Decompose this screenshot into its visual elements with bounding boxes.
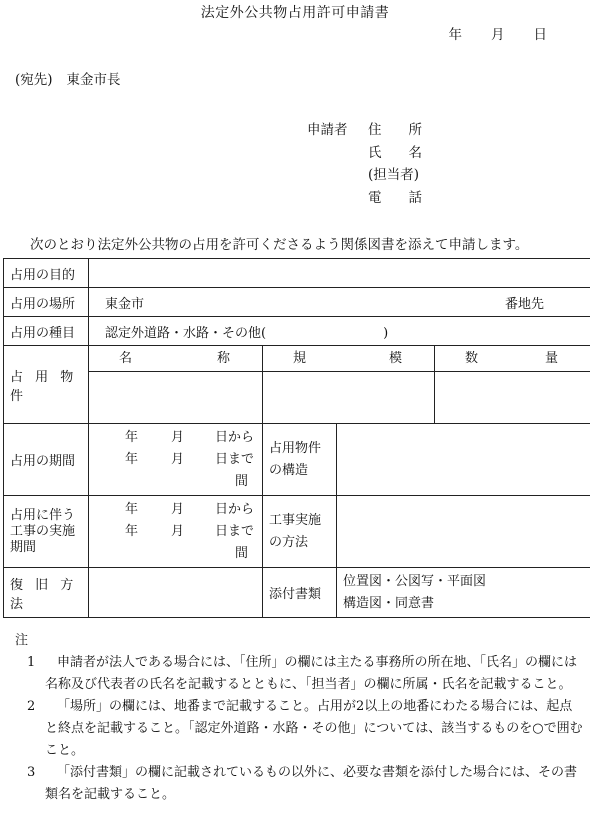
applicant-name-label: 氏 名 (368, 145, 422, 161)
addressee-name: 東金市長 (66, 72, 121, 88)
note-item (15, 696, 585, 762)
notes-section (15, 630, 585, 806)
col-name-b: 称 (216, 351, 230, 366)
period-start-month: 月 (171, 429, 185, 445)
addressee (15, 68, 121, 88)
row-item-header (4, 346, 590, 372)
intro-text: 次のとおり法定外公共物の占用を許可くださるよう関係図書を添えて申請します。 (30, 237, 529, 253)
work-end-day: 日まで (215, 523, 255, 539)
period-end-month: 月 (171, 451, 185, 467)
period-start-day: 日から (215, 429, 255, 445)
work-end-month: 月 (171, 523, 185, 539)
period-start-year: 年 (125, 429, 139, 445)
work-start-month: 月 (171, 501, 185, 517)
location-field[interactable] (89, 288, 590, 317)
col-qty-b: 量 (544, 351, 558, 366)
notes-heading: 注 (15, 633, 29, 648)
restore-label: 復 旧 方 法 (4, 568, 89, 618)
type-value: 認定外道路・水路・その他( ) (105, 325, 389, 341)
row-type (4, 317, 590, 346)
row-restore (4, 568, 590, 618)
row-item-values (4, 372, 590, 424)
work-method-label: 工事実施の方法 (263, 496, 337, 568)
work-duration: 間 (234, 545, 248, 561)
period-duration: 間 (234, 473, 248, 489)
attach-line-1: 位置図・公図写・平面図 (343, 573, 487, 589)
purpose-field[interactable] (89, 259, 590, 288)
type-label: 占用の種目 (4, 317, 89, 346)
col-qty-header (435, 346, 590, 372)
note-text: 「添付書類」の欄に記載されているもの以外に、必要な書類を添付した場合には、その書類名を記載すること。 (45, 765, 578, 802)
location-suffix: 番地先 (504, 296, 544, 312)
purpose-label: 占用の目的 (4, 259, 89, 288)
type-field[interactable] (89, 317, 590, 346)
item-label: 占 用 物 件 (4, 346, 89, 424)
row-location (4, 288, 590, 317)
item-name-field[interactable] (89, 372, 263, 424)
col-qty-a: 数 (465, 351, 479, 366)
work-period-label: 占用に伴う工事の実施期間 (4, 496, 89, 568)
structure-label: 占用物件の構造 (263, 424, 337, 496)
col-name-a: 名 (119, 351, 133, 366)
work-start-day: 日から (215, 501, 255, 517)
period-end-year: 年 (125, 451, 139, 467)
period-field[interactable] (89, 424, 263, 496)
structure-field[interactable] (337, 424, 590, 496)
attach-field[interactable] (337, 568, 590, 618)
note-item (15, 652, 585, 696)
attach-line-2: 構造図・同意書 (343, 595, 435, 611)
col-scale-b: 模 (388, 351, 402, 366)
date-year: 年 (448, 27, 465, 43)
work-method-field[interactable] (337, 496, 590, 568)
date-day: 日 (533, 27, 550, 43)
date-month: 月 (491, 27, 508, 43)
note-text: 「場所」の欄には、地番まで記載すること。占用が2以上の地番にわたる場合には、起点と終点を記載すること。「認定外道路・水路・その他」については、該当するものを○で囲むこと。 (45, 699, 583, 758)
location-city: 東金市 (105, 296, 145, 312)
row-work-period (4, 496, 590, 568)
period-end-day: 日まで (215, 451, 255, 467)
attach-label: 添付書類 (263, 568, 337, 618)
work-start-year: 年 (125, 501, 139, 517)
item-scale-field[interactable] (263, 372, 435, 424)
applicant-contact-label: (担当者) (368, 167, 420, 183)
row-period (4, 424, 590, 496)
location-label: 占用の場所 (4, 288, 89, 317)
restore-field[interactable] (89, 568, 263, 618)
note-item (15, 762, 585, 806)
col-scale-a: 規 (293, 351, 307, 366)
work-end-year: 年 (125, 523, 139, 539)
note-number: 2 (27, 699, 36, 714)
item-qty-field[interactable] (435, 372, 590, 424)
col-name-header (89, 346, 263, 372)
date-line (423, 23, 551, 43)
period-label: 占用の期間 (4, 424, 89, 496)
applicant-address-label: 住 所 (368, 122, 422, 138)
application-table (3, 258, 590, 618)
applicant-label: 申請者 (307, 122, 348, 138)
applicant-phone-label: 電 話 (368, 190, 422, 206)
addressee-label: (宛先) (15, 72, 53, 88)
note-number: 1 (27, 655, 36, 670)
work-period-field[interactable] (89, 496, 263, 568)
note-number: 3 (27, 765, 36, 780)
document-title: 法定外公共物占用許可申請書 (200, 5, 390, 21)
row-purpose (4, 259, 590, 288)
col-scale-header (263, 346, 435, 372)
note-text: 申請者が法人である場合には、「住所」の欄には主たる事務所の所在地、「氏名」の欄には名称及び代表者の氏名を記載するとともに、「担当者」の欄に所属・氏名を記載すること。 (45, 655, 578, 692)
